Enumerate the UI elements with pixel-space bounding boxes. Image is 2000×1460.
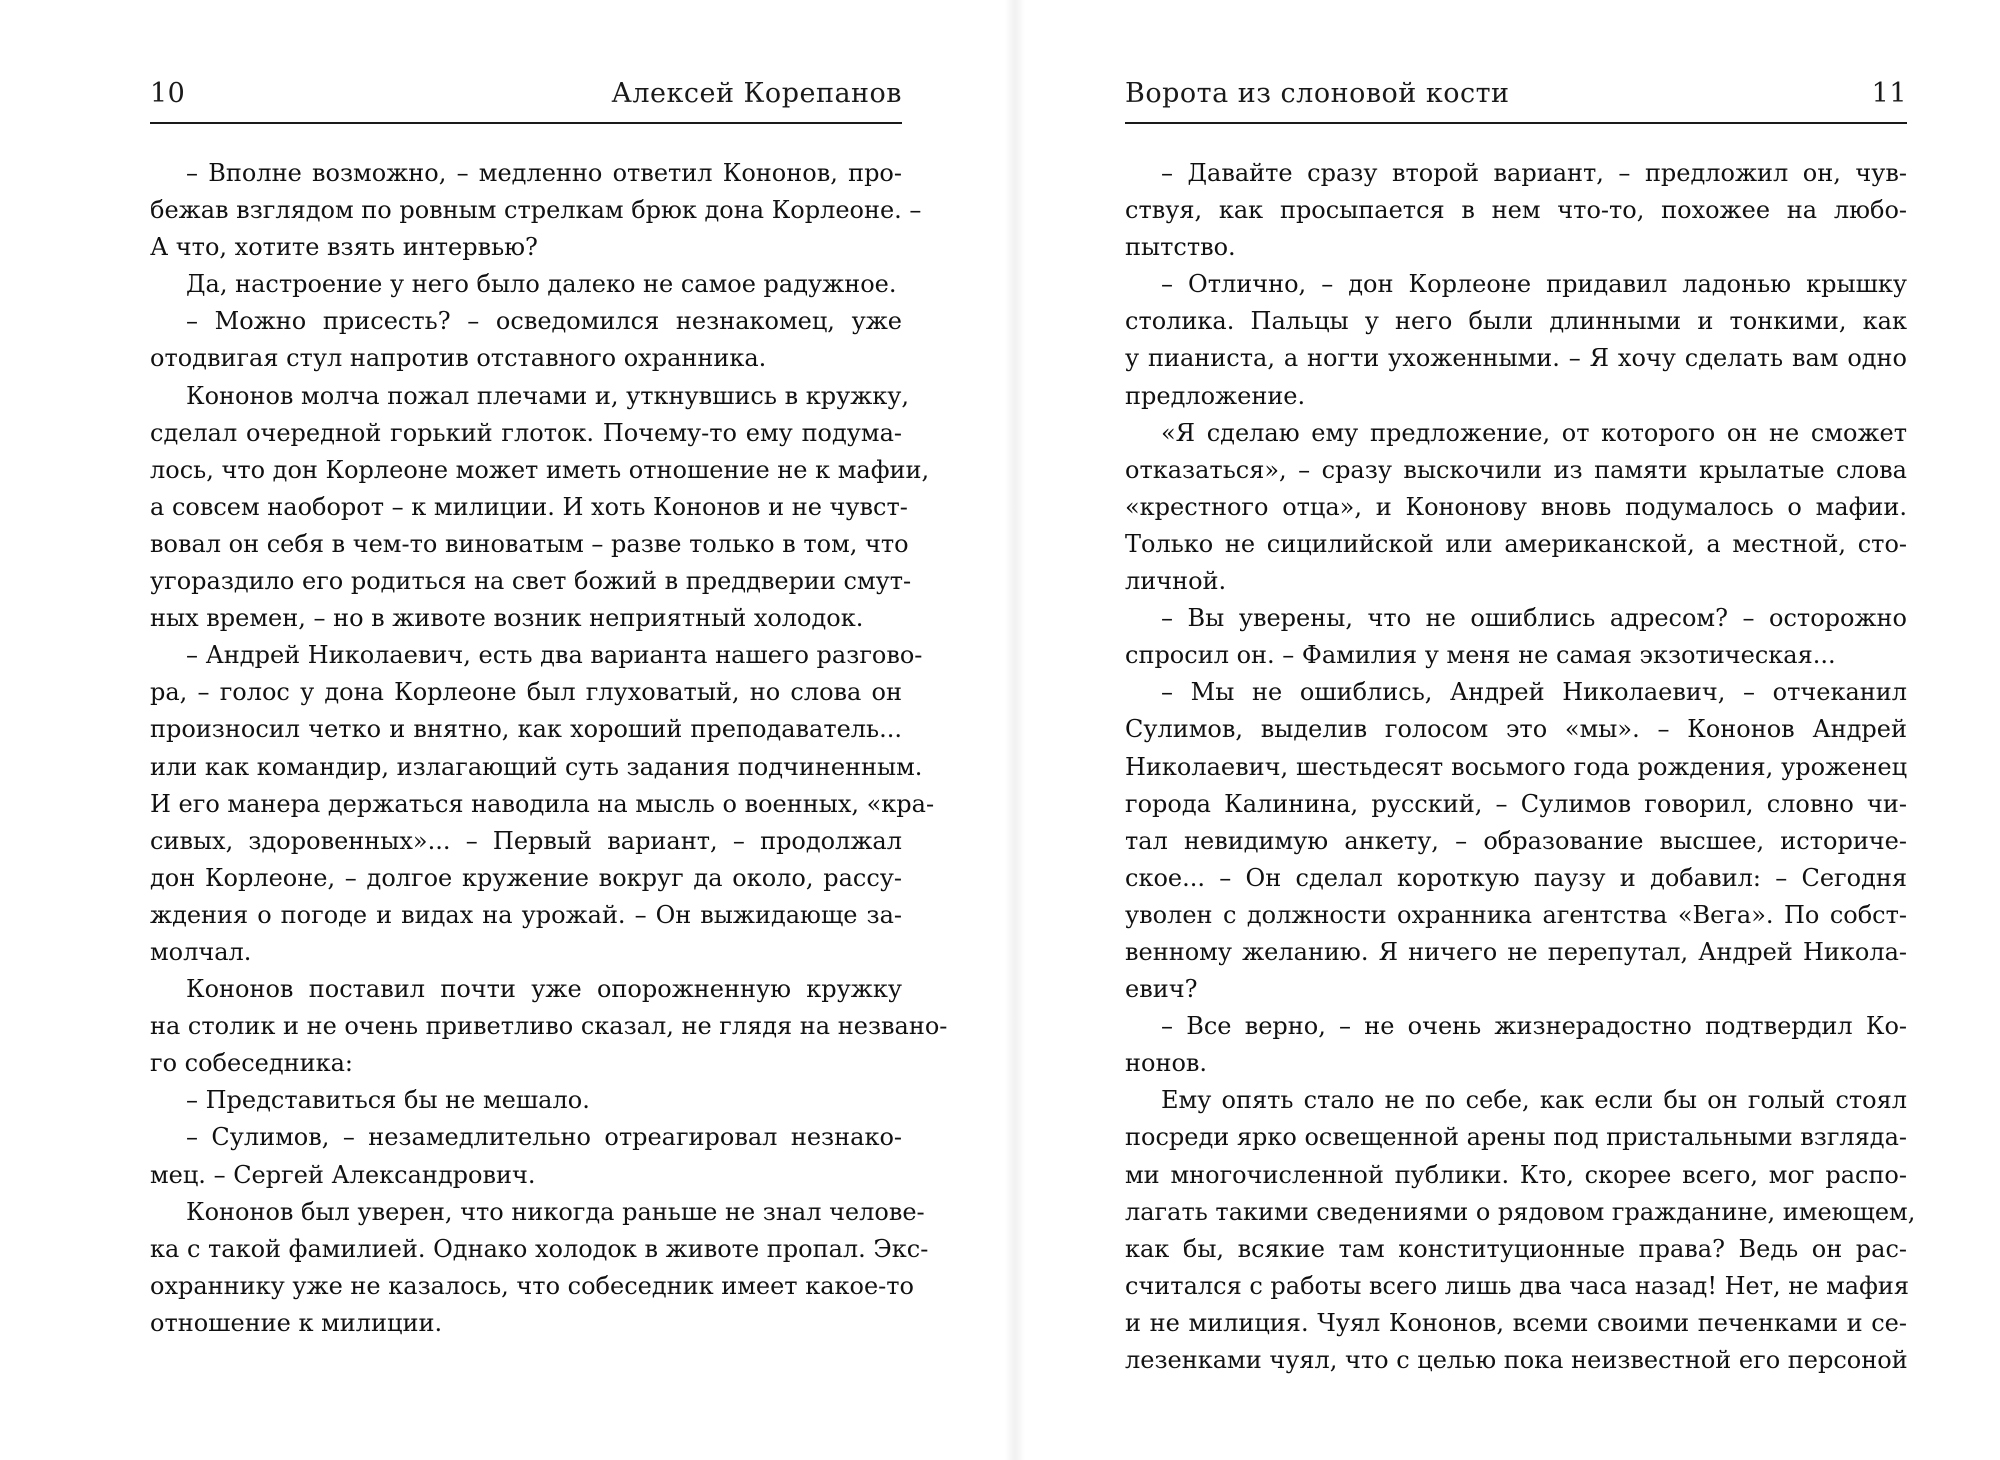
text-line: лезенками чуял, что с целью пока неизвестной его персоной <box>1125 1346 1908 1374</box>
text-line: личной. <box>1125 567 1227 596</box>
text-line: лось, что дон Корлеоне может иметь отношение не к мафии, <box>150 455 930 484</box>
text-line: венному желанию. Я ничего не перепутал, Андрей Никола- <box>1125 937 1907 966</box>
text-line: а совсем наоборот – к милиции. И хоть Кононов и не чувст- <box>150 492 908 521</box>
text-line: нонов. <box>1125 1049 1208 1078</box>
text-line: ствуя, как просыпается в нем что-то, похожее на любо- <box>1125 196 1907 225</box>
text-line: мец. – Сергей Александрович. <box>150 1160 536 1189</box>
text-line: пытство. <box>1125 233 1236 262</box>
text-line: или как командир, излагающий суть задания подчиненным. <box>150 752 923 781</box>
right-running-head-title: Ворота из слоновой кости <box>1125 78 1510 109</box>
text-line: А что, хотите взять интервью? <box>150 233 538 262</box>
text-line: предложение. <box>1125 381 1306 410</box>
text-line: «крестного отца», и Кононову вновь подумалось о мафии. <box>1125 492 1907 521</box>
text-line: отказаться», – сразу выскочили из памяти крылатые слова <box>1125 455 1907 484</box>
text-line: ждения о погоде и видах на урожай. – Он выжидающе за- <box>150 900 902 929</box>
text-line: бежав взглядом по ровным стрелкам брюк дона Корлеоне. – <box>150 196 922 225</box>
text-line: ка с такой фамилией. Однако холодок в животе пропал. Экс- <box>150 1234 929 1263</box>
text-line: – Андрей Николаевич, есть два варианта нашего разгово- <box>186 641 923 670</box>
text-line: – Представиться бы не мешало. <box>186 1086 590 1115</box>
text-line: – Все верно, – не очень жизнерадостно подтвердил Ко- <box>1161 1012 1907 1041</box>
text-line: ское... – Он сделал короткую паузу и добавил: – Сегодня <box>1125 863 1907 892</box>
text-line: считался с работы всего лишь два часа назад! Нет, не мафия <box>1125 1271 1909 1300</box>
text-line: сивых, здоровенных»... – Первый вариант, – продолжал <box>150 826 902 855</box>
text-line: столика. Пальцы у него были длинными и тонкими, как <box>1125 307 1907 336</box>
left-header-rule <box>150 122 902 124</box>
text-line: угораздило его родиться на свет божий в преддверии смут- <box>150 567 912 596</box>
text-line: уволен с должности охранника агентства «Вега». По собст- <box>1125 900 1907 929</box>
text-line: отодвигая стул напротив отставного охранника. <box>150 344 767 373</box>
right-running-head <box>1125 78 1907 120</box>
text-line: на столик и не очень приветливо сказал, не глядя на незвано- <box>150 1012 948 1041</box>
text-line: «Я сделаю ему предложение, от которого он не сможет <box>1161 418 1907 447</box>
text-line: города Калинина, русский, – Сулимов говорил, словно чи- <box>1125 789 1907 818</box>
left-running-head-title: Алексей Корепанов <box>611 78 902 109</box>
right-page <box>1025 0 2000 1460</box>
text-line: го собеседника: <box>150 1049 354 1078</box>
text-line: молчал. <box>150 937 252 966</box>
right-header-rule <box>1125 122 1907 124</box>
text-line: Ему опять стало не по себе, как если бы он голый стоял <box>1161 1086 1907 1115</box>
text-line: дон Корлеоне, – долгое кружение вокруг да около, рассу- <box>150 863 902 892</box>
text-line: отношение к милиции. <box>150 1308 443 1337</box>
text-line: – Давайте сразу второй вариант, – предложил он, чув- <box>1161 159 1907 187</box>
text-line: – Сулимов, – незамедлительно отреагировал незнако- <box>186 1123 902 1152</box>
text-line: – Можно присесть? – осведомился незнакомец, уже <box>186 307 902 336</box>
text-line: ных времен, – но в животе возник неприятный холодок. <box>150 604 864 633</box>
text-line: вовал он себя в чем-то виноватым – разве только в том, что <box>150 529 909 558</box>
text-line: произносил четко и внятно, как хороший преподаватель... <box>150 715 902 744</box>
text-line: охраннику уже не казалось, что собеседник имеет какое-то <box>150 1271 915 1300</box>
text-line: ми многочисленной публики. Кто, скорее всего, мог распо- <box>1125 1160 1907 1189</box>
book-gutter <box>1005 0 1025 1460</box>
right-page-text <box>1125 155 1916 1379</box>
text-line: у пианиста, а ногти ухоженными. – Я хочу сделать вам одно <box>1125 344 1907 373</box>
text-line: сделал очередной горький глоток. Почему-то ему подума- <box>150 418 902 447</box>
text-line: Только не сицилийской или американской, а местной, сто- <box>1125 529 1907 558</box>
text-line: Кононов был уверен, что никогда раньше не знал челове- <box>186 1197 925 1226</box>
text-line: Да, настроение у него было далеко не самое радужное. <box>186 270 897 299</box>
text-line: Николаевич, шестьдесят восьмого года рождения, уроженец <box>1125 752 1907 781</box>
text-line: – Отлично, – дон Корлеоне придавил ладонью крышку <box>1161 270 1907 299</box>
text-line: – Вполне возможно, – медленно ответил Кононов, про- <box>186 159 902 187</box>
text-line: – Вы уверены, что не ошиблись адресом? – осторожно <box>1161 604 1907 633</box>
text-line: – Мы не ошиблись, Андрей Николаевич, – отчеканил <box>1161 678 1907 707</box>
left-running-head <box>150 78 902 120</box>
text-line: Сулимов, выделив голосом это «мы». – Кононов Андрей <box>1125 715 1907 744</box>
text-line: спросил он. – Фамилия у меня не самая экзотическая... <box>1125 641 1836 670</box>
text-line: и не милиция. Чуял Кононов, всеми своими печенками и се- <box>1125 1308 1907 1337</box>
text-line: евич? <box>1125 975 1198 1004</box>
text-line: посреди ярко освещенной арены под пристальными взгляда- <box>1125 1123 1907 1152</box>
text-line: Кононов поставил почти уже опорожненную кружку <box>186 975 902 1004</box>
right-page-number: 11 <box>1871 78 1907 109</box>
text-line: как бы, всякие там конституционные права? Ведь он рас- <box>1125 1234 1907 1263</box>
text-line: И его манера держаться наводила на мысль о военных, «кра- <box>150 789 935 818</box>
text-line: ра, – голос у дона Корлеоне был глуховатый, но слова он <box>150 678 902 707</box>
left-page-number: 10 <box>150 78 186 109</box>
text-line: тал невидимую анкету, – образование высшее, историче- <box>1125 826 1907 855</box>
text-line: лагать такими сведениями о рядовом гражданине, имеющем, <box>1125 1197 1916 1226</box>
text-line: Кононов молча пожал плечами и, уткнувшись в кружку, <box>186 381 910 410</box>
left-page-text <box>150 155 948 1342</box>
